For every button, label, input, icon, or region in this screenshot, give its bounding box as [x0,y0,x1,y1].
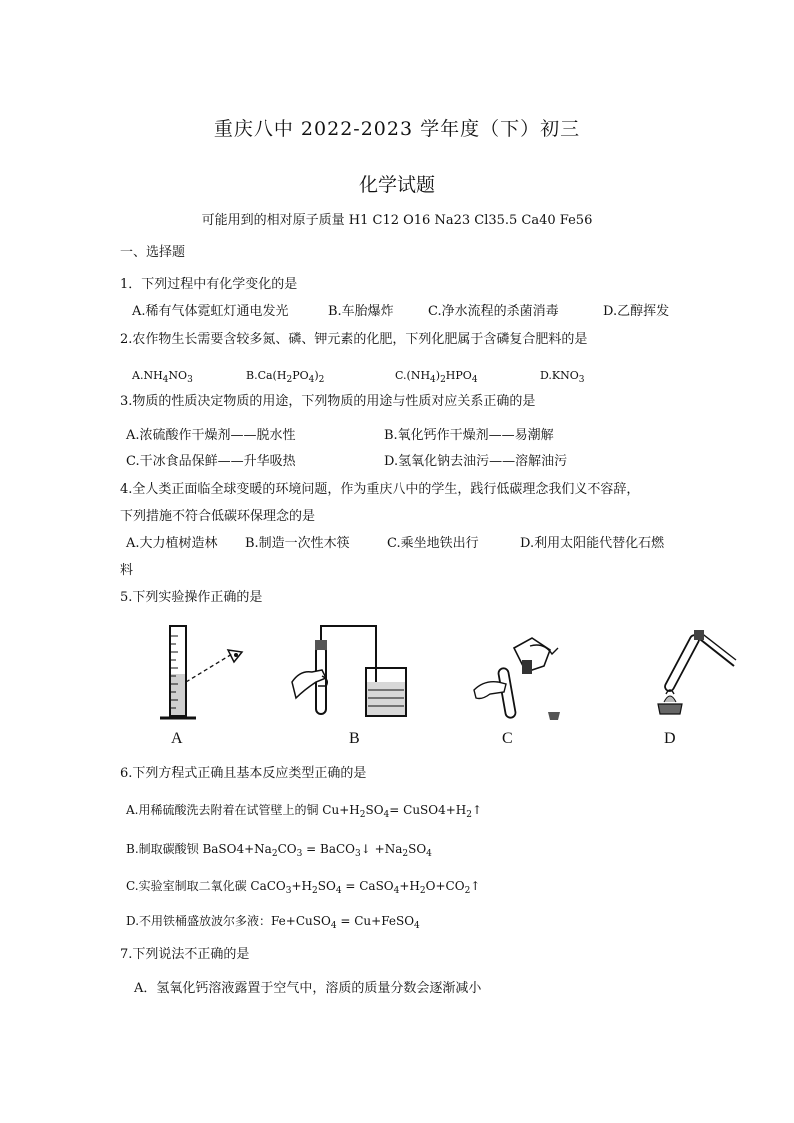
figure-a-label: A [171,730,183,747]
q2-option-b: $B.Ca(H_2PO_4)_2$ [246,369,325,385]
figure-b-airtightness-check [282,620,410,722]
q4-option-d-continued: 料 [120,563,134,578]
q1-stem: 1．下列过程中有化学变化的是 [120,277,298,292]
q3-stem: 3.物质的性质决定物质的用途，下列物质的用途与性质对应关系正确的是 [120,394,536,409]
figure-d-heating-tube [640,622,744,722]
q6-option-d: D.不用铁桶盛放波尔多液：Fe+CuSO$_4$ = Cu+FeSO$_4$ [126,914,420,931]
subject-title: 化学试题 [358,174,435,196]
figure-c-label: C [502,730,513,747]
q1-option-a: A.稀有气体霓虹灯通电发光 [132,304,289,319]
q2-option-a: $A.NH_4NO_3$ [132,369,193,385]
q4-option-b: B.制造一次性木筷 [245,536,350,551]
q3-option-a: A.浓硫酸作干燥剂——脱水性 [126,428,296,443]
q6-option-a: A.用稀硫酸洗去附着在试管壁上的铜 $Cu+H_2SO_4=$ $CuSO4+H_2↑$ [126,803,483,820]
q1-option-c: C.净水流程的杀菌消毒 [428,304,559,319]
q5-stem: 5.下列实验操作正确的是 [120,590,263,605]
q3-option-d: D.氢氧化钠去油污——溶解油污 [384,454,568,469]
atomic-mass-note: 可能用到的相对原子质量 H1 C12 O16 Na23 Cl35.5 Ca40 Fe56 [201,213,593,228]
q1-option-b: B.车胎爆炸 [328,304,394,319]
q6-stem: 6.下列方程式正确且基本反应类型正确的是 [120,766,367,781]
figure-c-pouring-liquid [470,628,570,724]
q4-option-a: A.大力植树造林 [126,536,218,551]
q1-option-d: D.乙醇挥发 [603,304,670,319]
section-heading: 一、选择题 [120,245,186,260]
q3-option-b: B.氧化钙作干燥剂——易潮解 [384,428,554,443]
q4-option-d: D.利用太阳能代替化石燃 [520,536,665,551]
q6-option-c: C.实验室制取二氧化碳 $CaCO_3+H_2SO_4$ = $CaSO_4+H_2O+CO_2↑$ [126,879,481,896]
q4-stem-line1: 4.全人类正面临全球变暖的环境问题，作为重庆八中的学生，践行低碳理念我们义不容辞， [120,482,640,497]
figure-a-graduated-cylinder [150,622,250,722]
q2-option-d: $D.KNO_3$ [540,369,585,385]
figure-d-label: D [664,730,676,747]
q4-stem-line2: 下列措施不符合低碳环保理念的是 [120,509,316,524]
q4-option-c: C.乘坐地铁出行 [387,536,479,551]
q7-option-a: A．氢氧化钙溶液露置于空气中，溶质的质量分数会逐渐减小 [134,981,482,996]
q6-option-b: B.制取碳酸钡 $BaSO4+Na_2CO_3$ = BaCO$_3$↓ $+Na_2SO_4$ [126,842,432,859]
q2-option-c: $C.(NH_4)_2HPO_4$ [395,369,478,385]
figure-b-label: B [349,730,360,747]
q7-stem: 7.下列说法不正确的是 [120,947,250,962]
q2-stem: 2.农作物生长需要含较多氮、磷、钾元素的化肥，下列化肥属于含磷复合肥料的是 [120,332,588,347]
q3-option-c: C.干冰食品保鲜——升华吸热 [126,454,296,469]
exam-title: 重庆八中 2022-2023 学年度（下）初三 [213,118,581,140]
